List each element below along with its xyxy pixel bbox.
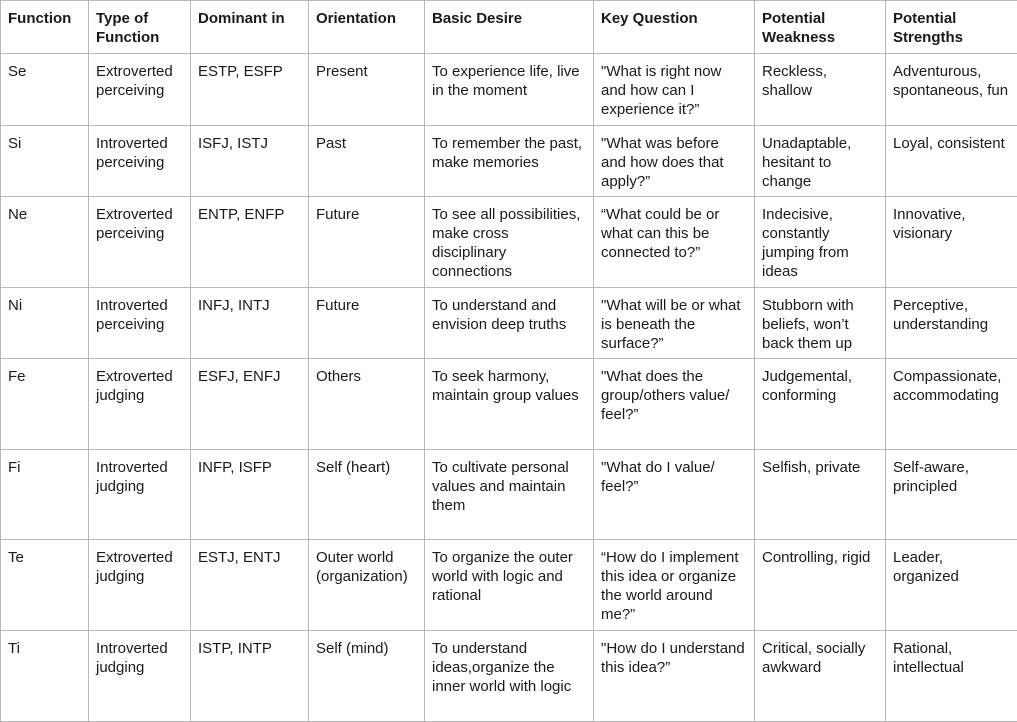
cell-type: Introverted perceiving (89, 288, 191, 359)
cell-question: "What was before and how does that apply?” (594, 126, 755, 197)
cell-type: Introverted perceiving (89, 126, 191, 197)
cell-strengths: Innovative, visionary (886, 197, 1017, 288)
cell-function: Fe (1, 359, 89, 450)
cell-function: Ni (1, 288, 89, 359)
cell-dominant: ESFJ, ENFJ (191, 359, 309, 450)
column-header-orientation: Orientation (309, 1, 425, 54)
cell-strengths: Leader, organized (886, 540, 1017, 631)
cell-desire: To understand ideas,organize the inner world with logic (425, 631, 594, 722)
cell-type: Introverted judging (89, 450, 191, 540)
table-row (1, 631, 1017, 722)
column-header-dominant: Dominant in (191, 1, 309, 54)
cell-weakness: Unadaptable, hesitant to change (755, 126, 886, 197)
table-row (1, 288, 1017, 359)
cell-question: "How do I understand this idea?” (594, 631, 755, 722)
cell-orientation: Outer world (organization) (309, 540, 425, 631)
cell-type: Introverted judging (89, 631, 191, 722)
cell-dominant: ISFJ, ISTJ (191, 126, 309, 197)
cell-orientation: Future (309, 288, 425, 359)
cell-question: “How do I implement this idea or organize the world around me?” (594, 540, 755, 631)
cell-function: Se (1, 54, 89, 126)
cell-weakness: Critical, socially awkward (755, 631, 886, 722)
cell-orientation: Self (mind) (309, 631, 425, 722)
cell-desire: To organize the outer world with logic and rational (425, 540, 594, 631)
cell-question: "What does the group/others value/ feel?” (594, 359, 755, 450)
cell-weakness: Reckless, shallow (755, 54, 886, 126)
table-row (1, 126, 1017, 197)
cell-type: Extroverted judging (89, 359, 191, 450)
cell-weakness: Judgemental, conforming (755, 359, 886, 450)
table-row (1, 359, 1017, 450)
cell-strengths: Rational, intellectual (886, 631, 1017, 722)
table-row (1, 54, 1017, 126)
cell-function: Te (1, 540, 89, 631)
cell-desire: To seek harmony, maintain group values (425, 359, 594, 450)
column-header-strengths: Potential Strengths (886, 1, 1017, 54)
cell-desire: To cultivate personal values and maintain them (425, 450, 594, 540)
cell-function: Fi (1, 450, 89, 540)
cell-type: Extroverted perceiving (89, 197, 191, 288)
table-row (1, 450, 1017, 540)
cell-type: Extroverted perceiving (89, 54, 191, 126)
cell-orientation: Others (309, 359, 425, 450)
table-row (1, 540, 1017, 631)
cell-desire: To experience life, live in the moment (425, 54, 594, 126)
cell-question: “What could be or what can this be connected to?” (594, 197, 755, 288)
cell-strengths: Adventurous, spontaneous, fun (886, 54, 1017, 126)
cell-dominant: INFP, ISFP (191, 450, 309, 540)
cell-function: Ne (1, 197, 89, 288)
cell-strengths: Perceptive, understanding (886, 288, 1017, 359)
column-header-desire: Basic Desire (425, 1, 594, 54)
cell-strengths: Loyal, consistent (886, 126, 1017, 197)
column-header-weakness: Potential Weakness (755, 1, 886, 54)
cell-strengths: Self-aware, principled (886, 450, 1017, 540)
cell-desire: To remember the past, make memories (425, 126, 594, 197)
cell-dominant: ISTP, INTP (191, 631, 309, 722)
cell-type: Extroverted judging (89, 540, 191, 631)
cell-question: "What do I value/ feel?” (594, 450, 755, 540)
cell-weakness: Stubborn with beliefs, won’t back them up (755, 288, 886, 359)
column-header-function: Function (1, 1, 89, 54)
cell-dominant: INFJ, INTJ (191, 288, 309, 359)
cell-question: "What is right now and how can I experience it?” (594, 54, 755, 126)
cell-function: Ti (1, 631, 89, 722)
cell-weakness: Selfish, private (755, 450, 886, 540)
cell-orientation: Present (309, 54, 425, 126)
cell-orientation: Past (309, 126, 425, 197)
cell-strengths: Compassionate, accommodating (886, 359, 1017, 450)
column-header-question: Key Question (594, 1, 755, 54)
cell-dominant: ESTJ, ENTJ (191, 540, 309, 631)
cell-function: Si (1, 126, 89, 197)
cell-dominant: ENTP, ENFP (191, 197, 309, 288)
table-row (1, 197, 1017, 288)
column-header-type: Type of Function (89, 1, 191, 54)
cell-weakness: Indecisive, constantly jumping from ideas (755, 197, 886, 288)
cell-orientation: Future (309, 197, 425, 288)
cell-desire: To understand and envision deep truths (425, 288, 594, 359)
cell-orientation: Self (heart) (309, 450, 425, 540)
cell-dominant: ESTP, ESFP (191, 54, 309, 126)
cell-question: "What will be or what is beneath the surface?” (594, 288, 755, 359)
header-row (1, 1, 1017, 54)
cell-desire: To see all possibilities, make cross disciplinary connections (425, 197, 594, 288)
cell-weakness: Controlling, rigid (755, 540, 886, 631)
